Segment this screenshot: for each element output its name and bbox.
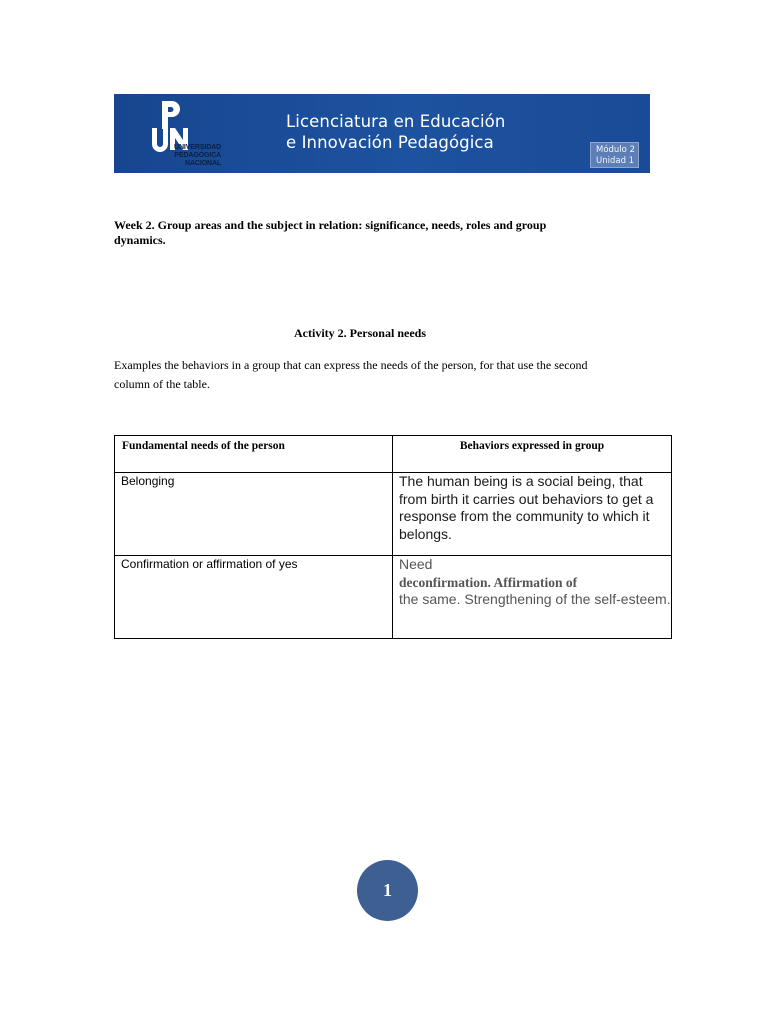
unit-label: Unidad 1 (596, 156, 635, 166)
table-row (115, 556, 672, 639)
needs-table (114, 435, 672, 639)
logo-wordmark: UNIVERSIDAD PEDAGÓGICA NACIONAL (174, 144, 222, 167)
banner-title (286, 111, 505, 153)
behavior-cell: The human being is a social being, that from birth it carries out behaviors to get a response from the community to which it belongs. (393, 473, 672, 556)
header-behaviors: Behaviors expressed in group (393, 436, 672, 473)
need-cell: Confirmation or affirmation of yes (115, 556, 393, 639)
header-banner (114, 94, 650, 173)
header-needs: Fundamental needs of the person (115, 436, 393, 473)
table-row (115, 473, 672, 556)
page-number-badge: 1 (357, 860, 418, 921)
activity-title: Activity 2. Personal needs (294, 326, 426, 340)
table-header-row (115, 436, 672, 473)
behavior-cell (393, 556, 672, 639)
behavior-text-3: the same. Strengthening of the self-esteem. (399, 591, 671, 607)
instructions-text: Examples the behaviors in a group that can express the needs of the person, for that use the second column of the table. (114, 358, 588, 391)
upn-logo (148, 98, 233, 170)
behavior-text-2: deconfirmation. Affirmation of (399, 574, 578, 590)
module-badge (590, 142, 639, 168)
behavior-text-1: Need (399, 556, 433, 572)
banner-title-line-1: Licenciatura en Educación (286, 112, 506, 131)
banner-title-line-2: e Innovación Pedagógica (286, 133, 494, 152)
week-heading: Week 2. Group areas and the subject in relation: significance, needs, roles and group dynamics. (114, 218, 547, 247)
module-label: Módulo 2 (596, 145, 635, 155)
need-cell: Belonging (115, 473, 393, 556)
